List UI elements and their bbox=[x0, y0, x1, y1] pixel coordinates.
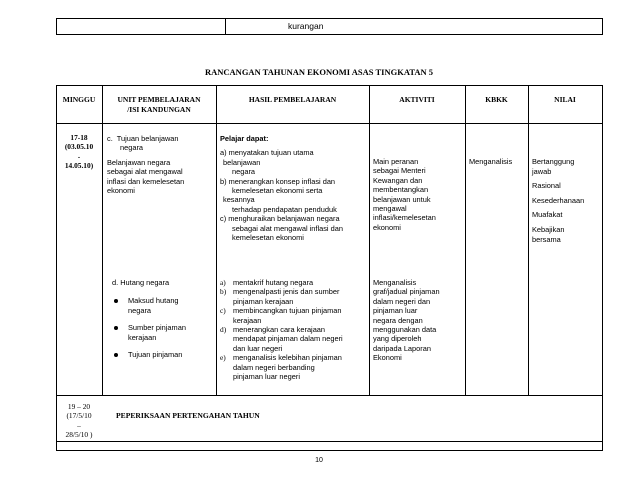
unit-cell: c. Tujuan belanjawan negara Belanjawan negara sebagai alat mengawal inflasi dan kemelesetan ekonomi bbox=[107, 134, 215, 195]
kbkk-cell: Menganalisis bbox=[469, 157, 513, 166]
header-kbkk: KBKK bbox=[485, 95, 508, 104]
bullet-sumber-pinjaman: Sumber pinjaman kerajaan bbox=[112, 323, 214, 342]
exam-label: PEPERIKSAAN PERTENGAHAN TAHUN bbox=[116, 411, 260, 420]
header-aktiviti: AKTIVITI bbox=[399, 95, 435, 104]
unit-item-d: d. Hutang negara Maksud hutang negara Sumber pinjaman kerajaan Tujuan pinjaman bbox=[112, 278, 214, 367]
fragment-text: kurangan bbox=[288, 21, 324, 31]
page-number: 10 bbox=[315, 457, 323, 464]
activity-upper: Main peranan sebagai Menteri Kewangan dan membentangkan belanjawan untuk mengawal inflasi/kemelesetan ekonomi bbox=[373, 157, 436, 232]
learning-outcome-lower: a) mentakrif hutang negara b) mengenalpasti jenis dan sumber pinjaman kerajaan c) membincangkan tujuan pinjaman kerajaan d) menerangkan cara kerajaan mendapat pinjaman dalam negeri dan luar negeri e) menganalisis kelebihan pinjaman dalam negeri berbanding pinjaman luar negeri bbox=[220, 278, 343, 382]
bullet-tujuan-pinjaman: Tujuan pinjaman bbox=[112, 350, 214, 359]
yearly-plan-table bbox=[56, 85, 602, 451]
document-title: RANCANGAN TAHUNAN EKONOMI ASAS TINGKATAN 5 bbox=[204, 67, 434, 77]
header-unit: UNIT PEMBELAJARAN /ISI KANDUNGAN bbox=[117, 95, 201, 114]
header-nilai: NILAI bbox=[554, 95, 576, 104]
week-cell-exam: 19 – 20 (17/5/10 – 28/5/10 ) bbox=[65, 402, 93, 440]
header-hasil: HASIL PEMBELAJARAN bbox=[248, 95, 337, 104]
bullet-maksud-hutang: Maksud hutang negara bbox=[112, 296, 214, 315]
learning-outcome-cell: Pelajar dapat: a) menyatakan tujuan utama belanjawan negara b) menerangkan konsep inflasi dan kemelesetan ekonomi serta kesannya terhadap pendapatan penduduk c) menghuraikan belanjawan negara sebagai alat mengawal inflasi dan kemelesetan ekonomi bbox=[220, 134, 343, 243]
previous-table-fragment bbox=[56, 18, 602, 35]
week-cell: 17-18 (03.05.10 - 14.05.10) bbox=[64, 133, 94, 171]
activity-lower: Menganalisis graf/jadual pinjaman dalam negeri dan pinjaman luar negara dengan menggunakan data yang diperoleh daripada Laporan Ekonomi bbox=[373, 278, 440, 363]
header-minggu: MINGGU bbox=[62, 95, 96, 104]
unit-item-c: c. Tujuan belanjawan bbox=[107, 134, 179, 143]
values-cell: Bertanggung jawab Rasional Kesederhanaan Muafakat Kebajikan bersama bbox=[532, 157, 585, 244]
